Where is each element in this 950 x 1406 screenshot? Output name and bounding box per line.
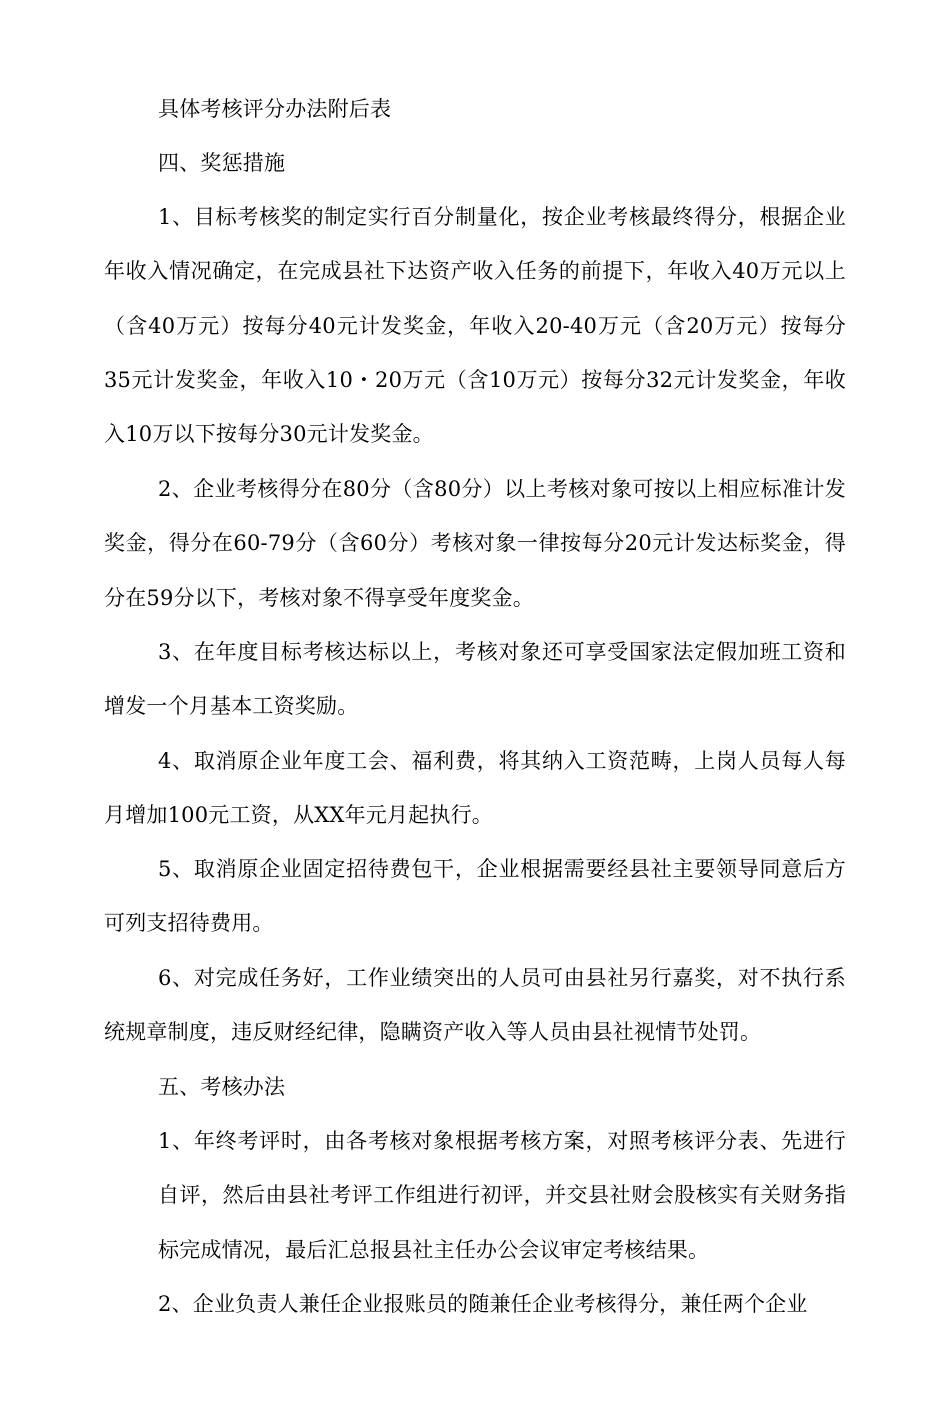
paragraph-assessment-2: 2、企业负责人兼任企业报账员的随兼任企业考核得分，兼任两个企业 [158,1292,808,1316]
paragraph-assessment-1: 1、年终考评时，由各考核对象根据考核方案，对照考核评分表、先进行自评，然后由县社考评工作组进行初评，并交县社财会股核实有关财务指标完成情况，最后汇总报县社主任办公会议审定考核结果。 [158,1129,846,1262]
paragraph-reward-3: 3、在年度目标考核达标以上，考核对象还可享受国家法定假加班工资和增发一个月基本工资奖励。 [104,640,846,719]
paragraph-reward-5: 5、取消原企业固定招待费包干，企业根据需要经县社主要领导同意后方可列支招待费用。 [104,857,846,936]
heading-rewards-penalties: 四、奖惩措施 [158,151,286,175]
paragraph-scoring-method: 具体考核评分办法附后表 [158,97,392,121]
paragraph-reward-6: 6、对完成任务好，工作业绩突出的人员可由县社另行嘉奖，对不执行系统规章制度，违反财经纪律，隐瞒资产收入等人员由县社视情节处罚。 [104,966,846,1045]
paragraph-reward-4: 4、取消原企业年度工会、福利费，将其纳入工资范畴，上岗人员每人每月增加100元工资，从XX年元月起执行。 [104,749,846,828]
heading-assessment-method: 五、考核办法 [158,1075,286,1099]
paragraph-reward-2: 2、企业考核得分在80分（含80分）以上考核对象可按以上相应标准计发奖金，得分在60-79分（含60分）考核对象一律按每分20元计发达标奖金，得分在59分以下，考核对象不得享受年度奖金。 [104,477,846,610]
paragraph-reward-1: 1、目标考核奖的制定实行百分制量化，按企业考核最终得分，根据企业年收入情况确定，在完成县社下达资产收入任务的前提下，年收入40万元以上（含40万元）按每分40元计发奖金，年收入20-40万元（含20万元）按每分35元计发奖金，年收入10・20万元（含10万元）按每分32元计发奖金，年收入10万以下按每分30元计发奖金。 [104,205,846,447]
